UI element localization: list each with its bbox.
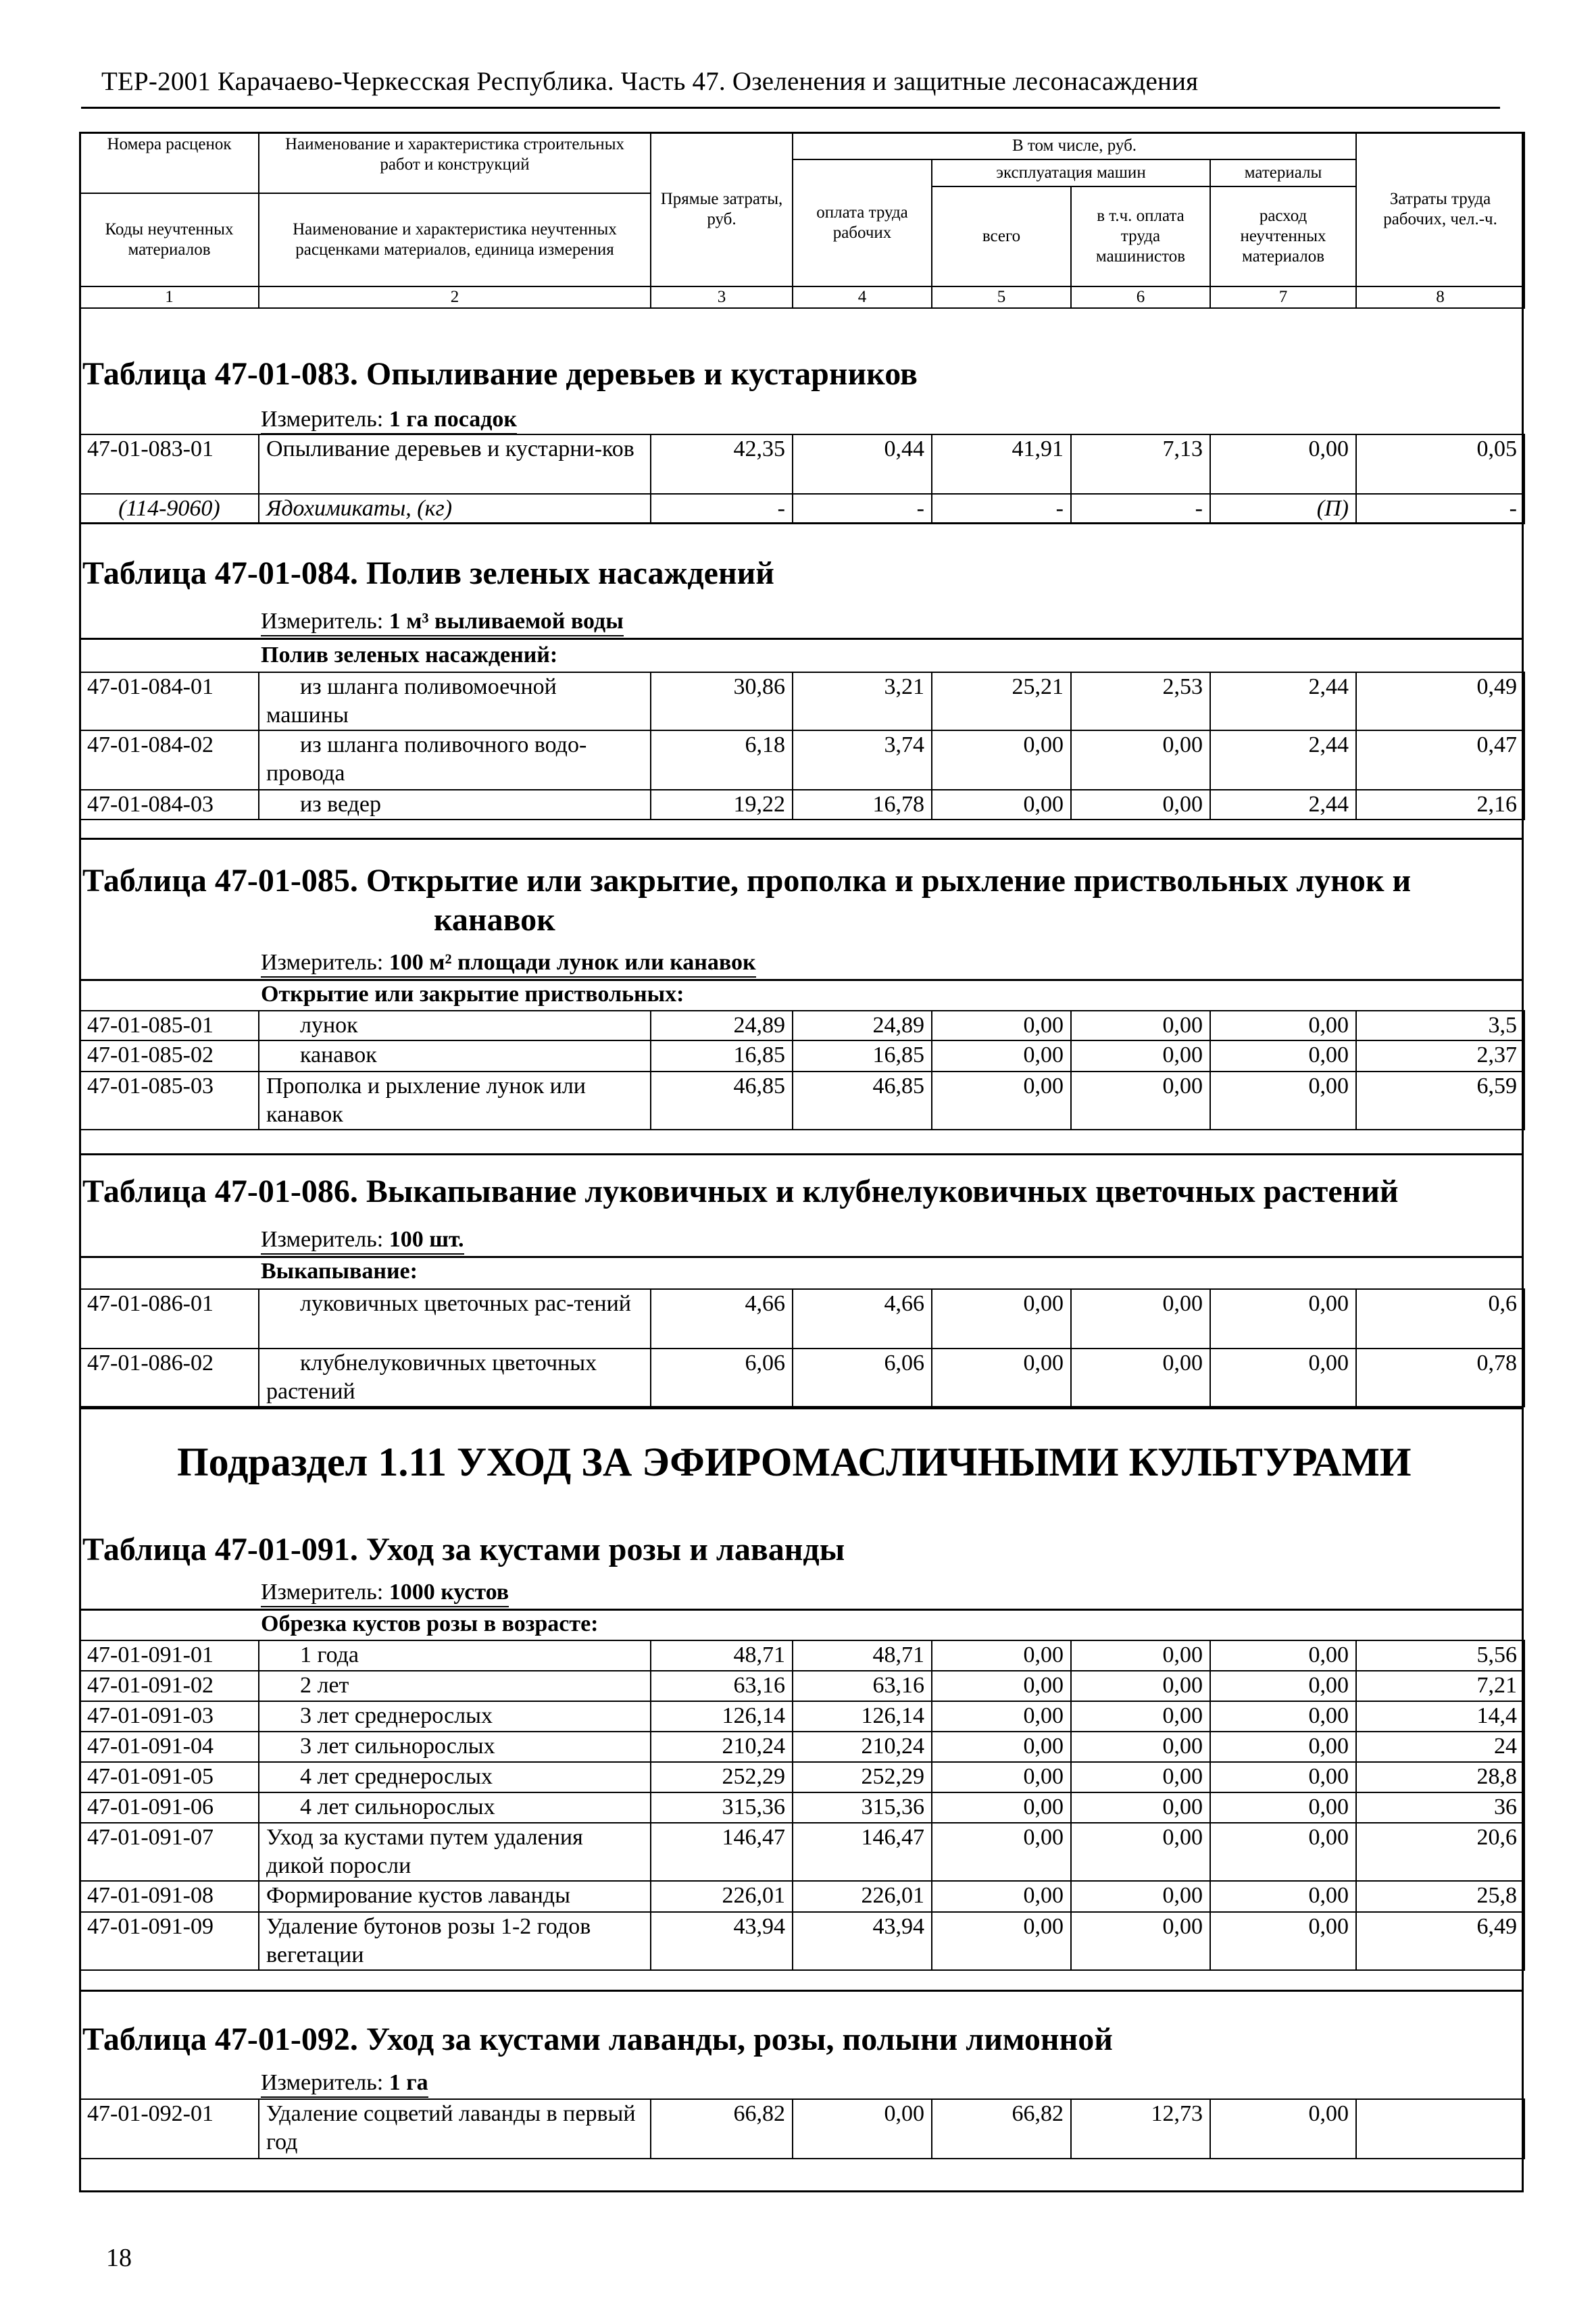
measure-label: Измеритель: — [261, 407, 389, 432]
measure-line — [261, 406, 517, 434]
machinists-pay: 12,73 — [1071, 2099, 1210, 2159]
col-number: 6 — [1071, 286, 1210, 308]
machines-total: 0,00 — [932, 1040, 1071, 1072]
labor-pay: 46,85 — [793, 1072, 932, 1130]
material-row — [80, 494, 1524, 524]
col-number: 1 — [80, 286, 259, 308]
rate-name: Уход за кустами путем удаления дикой поросли — [259, 1823, 651, 1881]
machines-total: 0,00 — [932, 1640, 1071, 1671]
labor-pay: 0,00 — [793, 2099, 932, 2159]
machinists-pay: 0,00 — [1071, 1881, 1210, 1912]
machinists-pay: 0,00 — [1071, 730, 1210, 790]
machines-total: 0,00 — [932, 1792, 1071, 1823]
table-row — [80, 1792, 1524, 1823]
materials-cost: 0,00 — [1210, 1640, 1356, 1671]
materials-cost: 0,00 — [1210, 434, 1356, 494]
machines-total: 0,00 — [932, 1881, 1071, 1912]
direct-cost: 66,82 — [651, 2099, 793, 2159]
col-number: 2 — [259, 286, 651, 308]
column-header-table — [79, 132, 1525, 309]
materials-cost: 0,00 — [1210, 1881, 1356, 1912]
materials-cost: 0,00 — [1210, 1040, 1356, 1072]
measure-value: 1 га посадок — [389, 407, 518, 432]
labor-pay: 210,24 — [793, 1732, 932, 1762]
table-title-continuation: канавок — [434, 902, 555, 938]
machines-total: - — [932, 494, 1071, 524]
labor-hours: 2,16 — [1356, 790, 1524, 820]
measure-label: Измеритель: — [261, 609, 389, 634]
measure-line — [261, 608, 624, 636]
col-name-top: Наименование и характеристика строительных работ и конструкций — [259, 132, 651, 193]
col-labor-pay: оплата труда рабочих — [793, 159, 932, 286]
table-row — [80, 1701, 1524, 1732]
divider — [79, 1990, 1524, 1992]
group-label: Открытие или закрытие приствольных: — [261, 982, 684, 1007]
materials-cost: 0,00 — [1210, 1289, 1356, 1349]
table-title: Таблица 47-01-092. Уход за кустами лаванды, розы, полыни лимонной — [82, 2021, 1113, 2057]
rate-code: 47-01-084-01 — [80, 672, 259, 730]
labor-hours: 5,56 — [1356, 1640, 1524, 1671]
rate-name: 1 года — [259, 1640, 651, 1671]
labor-hours: 0,47 — [1356, 730, 1524, 790]
machinists-pay: 0,00 — [1071, 1011, 1210, 1040]
rate-code: 47-01-084-02 — [80, 730, 259, 790]
machines-total: 0,00 — [932, 1011, 1071, 1040]
labor-pay: 252,29 — [793, 1762, 932, 1792]
measure-line — [261, 1226, 464, 1255]
group-label: Полив зеленых насаждений: — [261, 643, 558, 668]
measure-line — [261, 949, 756, 978]
material-code: (114-9060) — [80, 494, 259, 524]
direct-cost: - — [651, 494, 793, 524]
rates-table — [79, 672, 1525, 820]
rate-code: 47-01-092-01 — [80, 2099, 259, 2159]
materials-cost: (П) — [1210, 494, 1356, 524]
labor-pay: 226,01 — [793, 1881, 932, 1912]
rate-code: 47-01-086-02 — [80, 1349, 259, 1407]
table-row — [80, 1040, 1524, 1072]
material-name: Ядохимикаты, (кг) — [259, 494, 651, 524]
labor-hours: 0,05 — [1356, 434, 1524, 494]
measure-value: 100 шт. — [389, 1227, 464, 1252]
labor-pay: 146,47 — [793, 1823, 932, 1881]
col-incl: В том числе, руб. — [793, 132, 1356, 159]
measure-value: 1 га — [389, 2070, 428, 2095]
rate-name: луковичных цветочных рас-тений — [259, 1289, 651, 1349]
machinists-pay: 0,00 — [1071, 1671, 1210, 1701]
rate-code: 47-01-091-08 — [80, 1881, 259, 1912]
labor-hours: 0,49 — [1356, 672, 1524, 730]
machinists-pay: 0,00 — [1071, 1762, 1210, 1792]
table-row — [80, 790, 1524, 820]
col-number: 8 — [1356, 286, 1524, 308]
rate-code: 47-01-085-02 — [80, 1040, 259, 1072]
direct-cost: 6,06 — [651, 1349, 793, 1407]
measure-label: Измеритель: — [261, 1227, 389, 1252]
rate-code: 47-01-091-07 — [80, 1823, 259, 1881]
measure-label: Измеритель: — [261, 2070, 389, 2095]
rate-name: 3 лет сильнорослых — [259, 1732, 651, 1762]
machinists-pay: 0,00 — [1071, 1912, 1210, 1970]
col-materials-unaccounted: расход неучтенных материалов — [1210, 186, 1356, 286]
col-machines-total: всего — [932, 186, 1071, 286]
rate-name: клубнелуковичных цветочных растений — [259, 1349, 651, 1407]
machinists-pay: 0,00 — [1071, 1289, 1210, 1349]
machines-total: 66,82 — [932, 2099, 1071, 2159]
direct-cost: 315,36 — [651, 1792, 793, 1823]
labor-hours: 6,49 — [1356, 1912, 1524, 1970]
direct-cost: 16,85 — [651, 1040, 793, 1072]
table-row — [80, 672, 1524, 730]
direct-cost: 210,24 — [651, 1732, 793, 1762]
col-codes-bottom: Коды неучтенных материалов — [80, 193, 259, 286]
table-row — [80, 730, 1524, 790]
direct-cost: 4,66 — [651, 1289, 793, 1349]
labor-pay: 0,44 — [793, 434, 932, 494]
table-row — [80, 434, 1524, 494]
machines-total: 0,00 — [932, 1732, 1071, 1762]
header-rule — [81, 107, 1500, 109]
materials-cost: 0,00 — [1210, 1011, 1356, 1040]
labor-hours: 7,21 — [1356, 1671, 1524, 1701]
labor-pay: 16,85 — [793, 1040, 932, 1072]
materials-cost: 0,00 — [1210, 1732, 1356, 1762]
machines-total: 0,00 — [932, 1701, 1071, 1732]
direct-cost: 252,29 — [651, 1762, 793, 1792]
labor-pay: 126,14 — [793, 1701, 932, 1732]
labor-pay: 4,66 — [793, 1289, 932, 1349]
machines-total: 0,00 — [932, 1289, 1071, 1349]
rate-name: канавок — [259, 1040, 651, 1072]
direct-cost: 146,47 — [651, 1823, 793, 1881]
rate-name: из шланга поливочного водо-провода — [259, 730, 651, 790]
table-title: Таблица 47-01-083. Опыливание деревьев и кустарников — [82, 356, 918, 392]
direct-cost: 226,01 — [651, 1881, 793, 1912]
rate-code: 47-01-086-01 — [80, 1289, 259, 1349]
materials-cost: 0,00 — [1210, 1349, 1356, 1407]
divider — [79, 1407, 1524, 1409]
group-label: Выкапывание: — [261, 1259, 418, 1284]
measure-label: Измеритель: — [261, 1580, 389, 1605]
labor-pay: 3,21 — [793, 672, 932, 730]
labor-hours: 3,5 — [1356, 1011, 1524, 1040]
direct-cost: 24,89 — [651, 1011, 793, 1040]
machines-total: 41,91 — [932, 434, 1071, 494]
rate-name: Формирование кустов лаванды — [259, 1881, 651, 1912]
rate-name: 4 лет сильнорослых — [259, 1792, 651, 1823]
col-machinists-pay: в т.ч. оплата труда машинистов — [1071, 186, 1210, 286]
materials-cost: 0,00 — [1210, 1792, 1356, 1823]
col-number: 3 — [651, 286, 793, 308]
machines-total: 0,00 — [932, 1072, 1071, 1130]
measure-label: Измеритель: — [261, 950, 389, 975]
labor-hours: 0,78 — [1356, 1349, 1524, 1407]
machinists-pay: 0,00 — [1071, 1823, 1210, 1881]
rates-table — [79, 1288, 1525, 1407]
table-title — [82, 861, 1411, 940]
rate-name: лунок — [259, 1011, 651, 1040]
rate-name: из ведер — [259, 790, 651, 820]
materials-cost: 0,00 — [1210, 1912, 1356, 1970]
table-row — [80, 1912, 1524, 1970]
materials-cost: 0,00 — [1210, 2099, 1356, 2159]
direct-cost: 6,18 — [651, 730, 793, 790]
col-name-bottom: Наименование и характеристика неучтенных расценками материалов, единица измерения — [259, 193, 651, 286]
table-row — [80, 1732, 1524, 1762]
measure-line — [261, 2069, 428, 2098]
table-title: Таблица 47-01-091. Уход за кустами розы и лаванды — [82, 1532, 845, 1567]
divider — [79, 638, 1524, 640]
machinists-pay: 7,13 — [1071, 434, 1210, 494]
labor-hours: 14,4 — [1356, 1701, 1524, 1732]
table-row — [80, 1671, 1524, 1701]
machinists-pay: 0,00 — [1071, 1040, 1210, 1072]
machines-total: 0,00 — [932, 1912, 1071, 1970]
machinists-pay: 0,00 — [1071, 1701, 1210, 1732]
labor-pay: 24,89 — [793, 1011, 932, 1040]
materials-cost: 2,44 — [1210, 730, 1356, 790]
col-number: 4 — [793, 286, 932, 308]
materials-cost: 0,00 — [1210, 1762, 1356, 1792]
divider — [79, 1153, 1524, 1155]
rate-name: Опыливание деревьев и кустарни-ков — [259, 434, 651, 494]
rate-name: Удаление бутонов розы 1-2 годов вегетации — [259, 1912, 651, 1970]
col-direct: Прямые затраты, руб. — [651, 132, 793, 286]
rate-code: 47-01-091-09 — [80, 1912, 259, 1970]
table-title: Таблица 47-01-086. Выкапывание луковичных и клубнелуковичных цветочных растений — [82, 1174, 1399, 1209]
labor-hours — [1356, 2099, 1524, 2159]
rate-name: Удаление соцветий лаванды в первый год — [259, 2099, 651, 2159]
divider — [79, 522, 1524, 524]
rate-name: 3 лет среднерослых — [259, 1701, 651, 1732]
rate-name: 4 лет среднерослых — [259, 1762, 651, 1792]
machinists-pay: - — [1071, 494, 1210, 524]
labor-hours: 6,59 — [1356, 1072, 1524, 1130]
direct-cost: 43,94 — [651, 1912, 793, 1970]
direct-cost: 63,16 — [651, 1671, 793, 1701]
labor-hours: 25,8 — [1356, 1881, 1524, 1912]
labor-pay: 48,71 — [793, 1640, 932, 1671]
labor-pay: 6,06 — [793, 1349, 932, 1407]
rate-code: 47-01-084-03 — [80, 790, 259, 820]
table-row — [80, 1289, 1524, 1349]
materials-cost: 0,00 — [1210, 1701, 1356, 1732]
col-number: 5 — [932, 286, 1071, 308]
table-row — [80, 2099, 1524, 2159]
measure-line — [261, 1579, 509, 1607]
direct-cost: 48,71 — [651, 1640, 793, 1671]
rates-table — [79, 1640, 1525, 1971]
direct-cost: 19,22 — [651, 790, 793, 820]
labor-hours: 0,6 — [1356, 1289, 1524, 1349]
rate-code: 47-01-091-01 — [80, 1640, 259, 1671]
rate-code: 47-01-091-05 — [80, 1762, 259, 1792]
direct-cost: 30,86 — [651, 672, 793, 730]
machines-total: 0,00 — [932, 730, 1071, 790]
machinists-pay: 0,00 — [1071, 1640, 1210, 1671]
direct-cost: 42,35 — [651, 434, 793, 494]
table-row — [80, 1349, 1524, 1407]
measure-value: 1 м³ выливаемой воды — [389, 609, 624, 634]
page-header: ТЕР-2001 Карачаево-Черкесская Республика. Часть 47. Озеленения и защитные лесонасаждения — [101, 67, 1199, 96]
col-materials: материалы — [1210, 159, 1356, 186]
rates-table — [79, 2098, 1525, 2159]
materials-cost: 0,00 — [1210, 1671, 1356, 1701]
machines-total: 0,00 — [932, 1823, 1071, 1881]
col-codes-top: Номера расценок — [80, 132, 259, 193]
labor-pay: 315,36 — [793, 1792, 932, 1823]
rate-name: из шланга поливомоечной машины — [259, 672, 651, 730]
rate-code: 47-01-085-03 — [80, 1072, 259, 1130]
machines-total: 0,00 — [932, 790, 1071, 820]
materials-cost: 2,44 — [1210, 790, 1356, 820]
table-title: Таблица 47-01-084. Полив зеленых насаждений — [82, 555, 774, 591]
rate-name: Прополка и рыхление лунок или канавок — [259, 1072, 651, 1130]
table-row — [80, 1881, 1524, 1912]
labor-hours: 36 — [1356, 1792, 1524, 1823]
machinists-pay: 0,00 — [1071, 1732, 1210, 1762]
machines-total: 0,00 — [932, 1349, 1071, 1407]
rates-table — [79, 434, 1525, 524]
labor-pay: 43,94 — [793, 1912, 932, 1970]
direct-cost: 126,14 — [651, 1701, 793, 1732]
rate-code: 47-01-091-04 — [80, 1732, 259, 1762]
materials-cost: 2,44 — [1210, 672, 1356, 730]
measure-value: 1000 кустов — [389, 1580, 509, 1605]
machinists-pay: 0,00 — [1071, 1349, 1210, 1407]
labor-pay: 16,78 — [793, 790, 932, 820]
machines-total: 0,00 — [932, 1671, 1071, 1701]
measure-value: 100 м² площади лунок или канавок — [389, 950, 756, 975]
rate-code: 47-01-085-01 — [80, 1011, 259, 1040]
rate-code: 47-01-083-01 — [80, 434, 259, 494]
group-label: Обрезка кустов розы в возрасте: — [261, 1611, 599, 1636]
col-labor-cost: Затраты труда рабочих, чел.-ч. — [1356, 132, 1524, 286]
rate-code: 47-01-091-02 — [80, 1671, 259, 1701]
table-row — [80, 1011, 1524, 1040]
rate-code: 47-01-091-06 — [80, 1792, 259, 1823]
section-heading: Подраздел 1.11 УХОД ЗА ЭФИРОМАСЛИЧНЫМИ КУЛЬТУРАМИ — [177, 1440, 1412, 1484]
machinists-pay: 0,00 — [1071, 790, 1210, 820]
labor-hours: 2,37 — [1356, 1040, 1524, 1072]
materials-cost: 0,00 — [1210, 1072, 1356, 1130]
table-row — [80, 1072, 1524, 1130]
labor-pay: 3,74 — [793, 730, 932, 790]
col-machines: эксплуатация машин — [932, 159, 1210, 186]
divider — [79, 838, 1524, 840]
rate-name: 2 лет — [259, 1671, 651, 1701]
labor-pay: - — [793, 494, 932, 524]
machinists-pay: 0,00 — [1071, 1072, 1210, 1130]
machines-total: 25,21 — [932, 672, 1071, 730]
materials-cost: 0,00 — [1210, 1823, 1356, 1881]
labor-hours: 24 — [1356, 1732, 1524, 1762]
labor-hours: 20,6 — [1356, 1823, 1524, 1881]
table-row — [80, 1762, 1524, 1792]
labor-pay: 63,16 — [793, 1671, 932, 1701]
page-number: 18 — [106, 2244, 132, 2272]
table-row — [80, 1640, 1524, 1671]
rates-table — [79, 1010, 1525, 1130]
rate-code: 47-01-091-03 — [80, 1701, 259, 1732]
machines-total: 0,00 — [932, 1762, 1071, 1792]
machinists-pay: 2,53 — [1071, 672, 1210, 730]
machinists-pay: 0,00 — [1071, 1792, 1210, 1823]
labor-hours: - — [1356, 494, 1524, 524]
table-row — [80, 1823, 1524, 1881]
col-number: 7 — [1210, 286, 1356, 308]
labor-hours: 28,8 — [1356, 1762, 1524, 1792]
table-title-text: Таблица 47-01-085. Открытие или закрытие, прополка и рыхление приствольных лунок и — [82, 863, 1412, 899]
direct-cost: 46,85 — [651, 1072, 793, 1130]
